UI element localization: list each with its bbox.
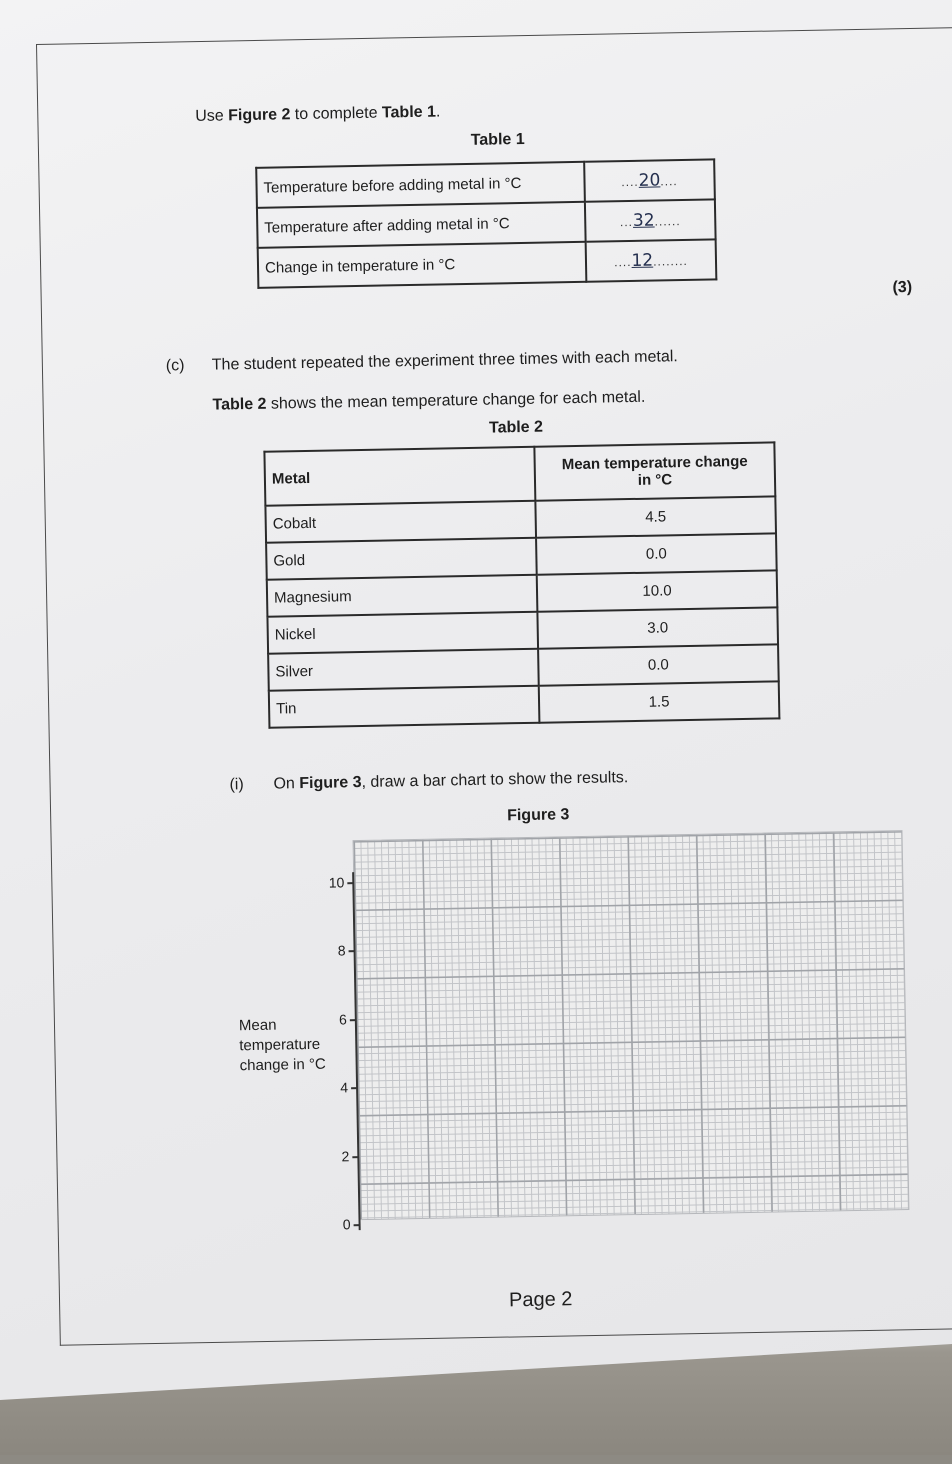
table-header-row bbox=[264, 442, 775, 505]
y-tick-label: 2 bbox=[341, 1148, 350, 1165]
part-c-label: (c) bbox=[165, 357, 185, 375]
column-header-metal: Metal bbox=[264, 447, 535, 506]
mean-change-value: 0.0 bbox=[538, 644, 779, 685]
part-c-text: The student repeated the experiment three times with each metal. bbox=[211, 348, 678, 374]
table-1-label-before: Temperature before adding metal in °C bbox=[256, 162, 585, 208]
handwritten-answer: 12 bbox=[631, 250, 654, 271]
metal-name: Gold bbox=[266, 538, 537, 580]
handwritten-answer: 20 bbox=[638, 170, 661, 191]
metal-name: Cobalt bbox=[265, 501, 536, 543]
metal-name: Tin bbox=[269, 686, 540, 728]
figure-3-title: Figure 3 bbox=[506, 806, 570, 825]
y-tick-label: 0 bbox=[342, 1216, 351, 1233]
intro-instruction: Use Figure 2 to complete Table 1. bbox=[195, 103, 441, 125]
table-1-title: Table 1 bbox=[470, 130, 525, 149]
mean-change-value: 1.5 bbox=[539, 681, 780, 722]
y-tick bbox=[350, 1019, 356, 1021]
table-1-reference: Table 1 bbox=[381, 103, 437, 122]
table-row bbox=[258, 239, 717, 287]
mean-change-value: 10.0 bbox=[537, 570, 778, 611]
metal-name: Silver bbox=[268, 649, 539, 691]
figure-2-reference: Figure 2 bbox=[228, 106, 291, 125]
mean-change-value: 3.0 bbox=[537, 607, 778, 648]
y-tick-label: 6 bbox=[338, 1011, 347, 1028]
y-axis-label: Mean temperature change in °C bbox=[238, 1016, 326, 1075]
metal-name: Nickel bbox=[267, 612, 538, 654]
answer-field-before[interactable]: ....20.... bbox=[584, 159, 715, 201]
answer-field-change[interactable]: ....12........ bbox=[586, 239, 717, 281]
table-row bbox=[269, 681, 780, 727]
handwritten-answer: 32 bbox=[632, 210, 655, 231]
y-tick-label: 8 bbox=[337, 942, 346, 959]
y-tick bbox=[354, 1224, 360, 1226]
y-tick bbox=[347, 882, 353, 884]
table-1 bbox=[255, 158, 717, 288]
page-number: Page 2 bbox=[508, 1288, 573, 1312]
metal-name: Magnesium bbox=[267, 575, 538, 617]
marks-available: (3) bbox=[892, 278, 913, 297]
part-i-label: (i) bbox=[229, 776, 244, 794]
table-1-label-change: Change in temperature in °C bbox=[258, 242, 587, 288]
table-2-title: Table 2 bbox=[488, 418, 544, 437]
y-tick-label: 4 bbox=[340, 1079, 349, 1096]
part-i-text: On Figure 3, draw a bar chart to show the results. bbox=[273, 769, 629, 793]
answer-field-after[interactable]: ...32...... bbox=[585, 199, 716, 241]
mean-change-value: 4.5 bbox=[535, 496, 776, 537]
graph-paper-grid[interactable] bbox=[353, 830, 910, 1220]
y-tick bbox=[349, 950, 355, 952]
y-tick bbox=[352, 1156, 358, 1158]
table-2 bbox=[263, 441, 780, 728]
mean-change-value: 0.0 bbox=[536, 533, 777, 574]
y-tick-label: 10 bbox=[328, 874, 345, 891]
part-c-text-2: Table 2 shows the mean temperature change for each metal. bbox=[212, 388, 646, 414]
table-1-label-after: Temperature after adding metal in °C bbox=[257, 202, 586, 248]
column-header-mean-change: Mean temperature change in °C bbox=[534, 442, 775, 500]
y-tick bbox=[351, 1087, 357, 1089]
